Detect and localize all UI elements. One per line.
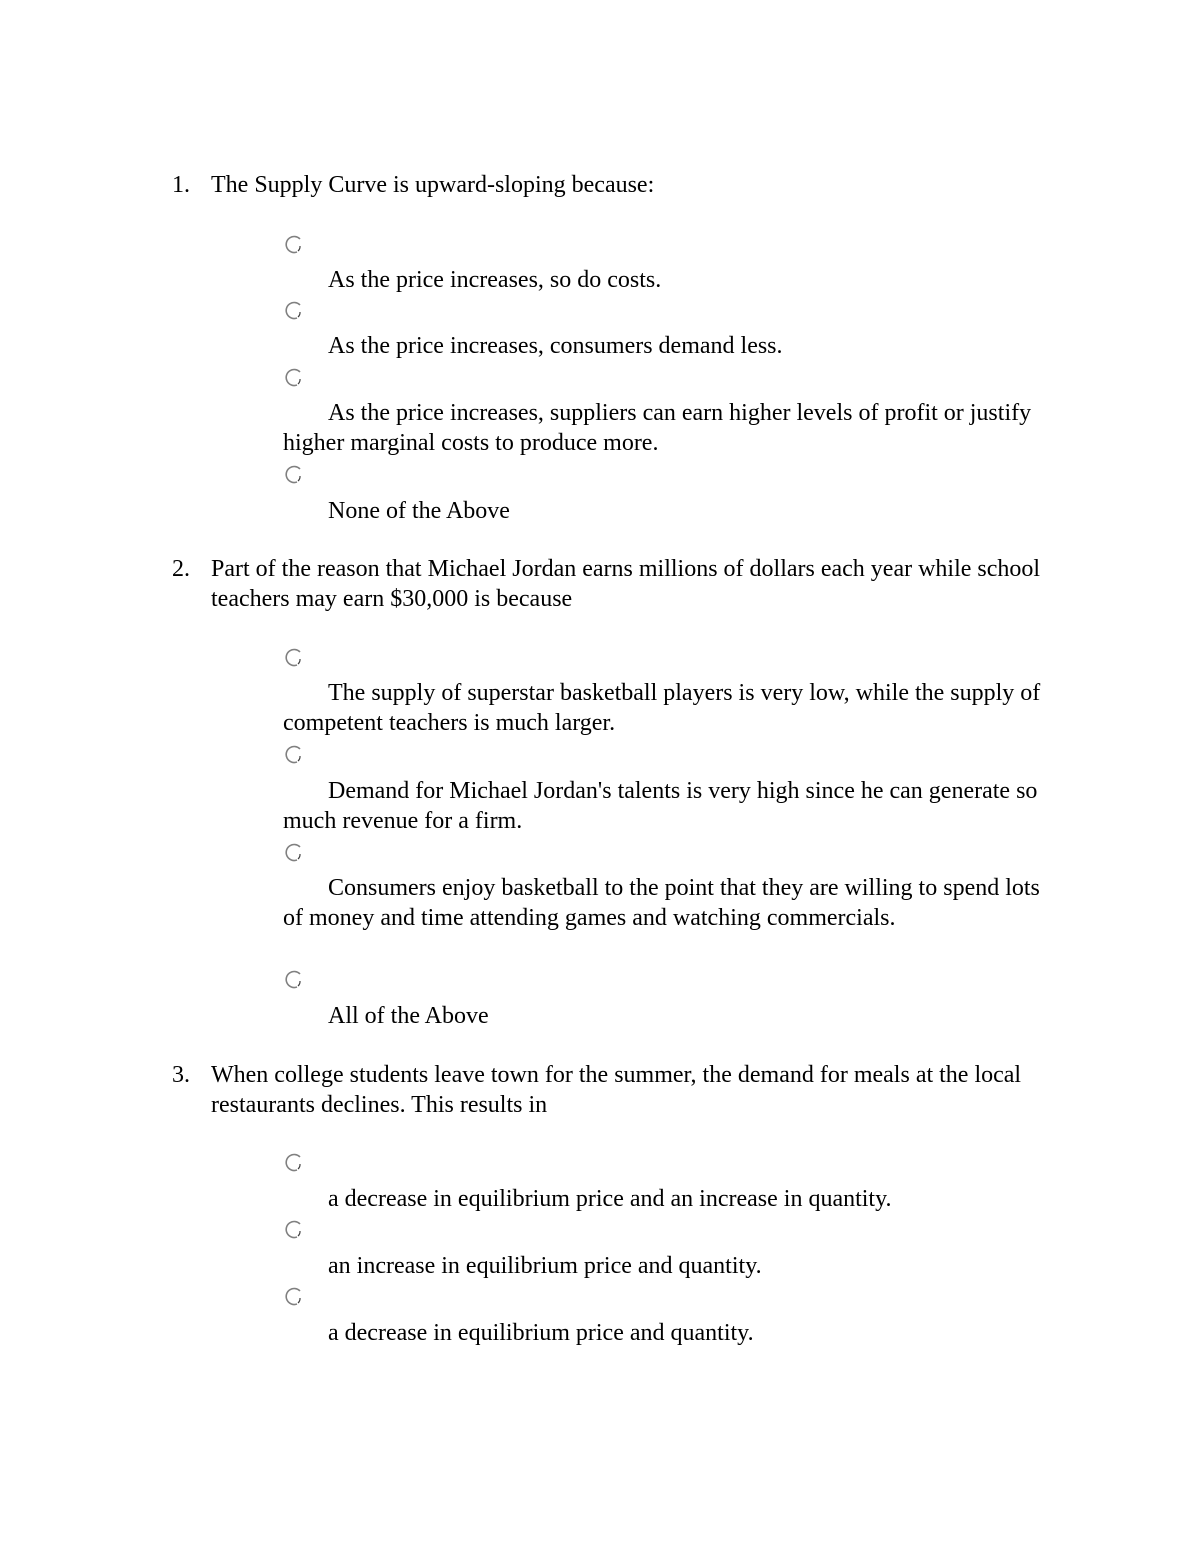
radio-button-icon[interactable] — [283, 842, 305, 864]
radio-button-icon[interactable] — [283, 744, 305, 766]
question-number: 1. — [172, 172, 190, 198]
question-text: Part of the reason that Michael Jordan earns millions of dollars each year while school teachers may earn $30,000 is because — [211, 556, 1041, 612]
radio-button-icon[interactable] — [283, 367, 305, 389]
question-text: The Supply Curve is upward-sloping because: — [211, 172, 655, 198]
option-text: As the price increases, so do costs. — [328, 267, 662, 293]
radio-button-icon[interactable] — [283, 1286, 305, 1308]
radio-button-icon[interactable] — [283, 647, 305, 669]
option-text: a decrease in equilibrium price and an increase in quantity. — [328, 1186, 892, 1212]
radio-button-icon[interactable] — [283, 1152, 305, 1174]
option-text: All of the Above — [328, 1003, 489, 1029]
option-text: a decrease in equilibrium price and quantity. — [328, 1320, 754, 1346]
option-text: an increase in equilibrium price and quantity. — [328, 1253, 762, 1279]
option-text: As the price increases, consumers demand less. — [328, 333, 783, 359]
radio-button-icon[interactable] — [283, 234, 305, 256]
question-text: When college students leave town for the summer, the demand for meals at the local restaurants declines. This results in — [211, 1062, 1022, 1118]
option-text: None of the Above — [328, 498, 510, 524]
question-number: 2. — [172, 556, 190, 582]
radio-button-icon[interactable] — [283, 969, 305, 991]
option-text: Demand for Michael Jordan's talents is very high since he can generate so much revenue for a firm. — [283, 778, 1038, 834]
radio-button-icon[interactable] — [283, 300, 305, 322]
option-text: As the price increases, suppliers can earn higher levels of profit or justify higher marginal costs to produce more. — [283, 400, 1032, 456]
option-text: The supply of superstar basketball players is very low, while the supply of competent teachers is much larger. — [283, 680, 1041, 736]
radio-button-icon[interactable] — [283, 464, 305, 486]
question-number: 3. — [172, 1062, 190, 1088]
option-text: Consumers enjoy basketball to the point that they are willing to spend lots of money and time attending games and watching commercials. — [283, 875, 1040, 931]
radio-button-icon[interactable] — [283, 1219, 305, 1241]
